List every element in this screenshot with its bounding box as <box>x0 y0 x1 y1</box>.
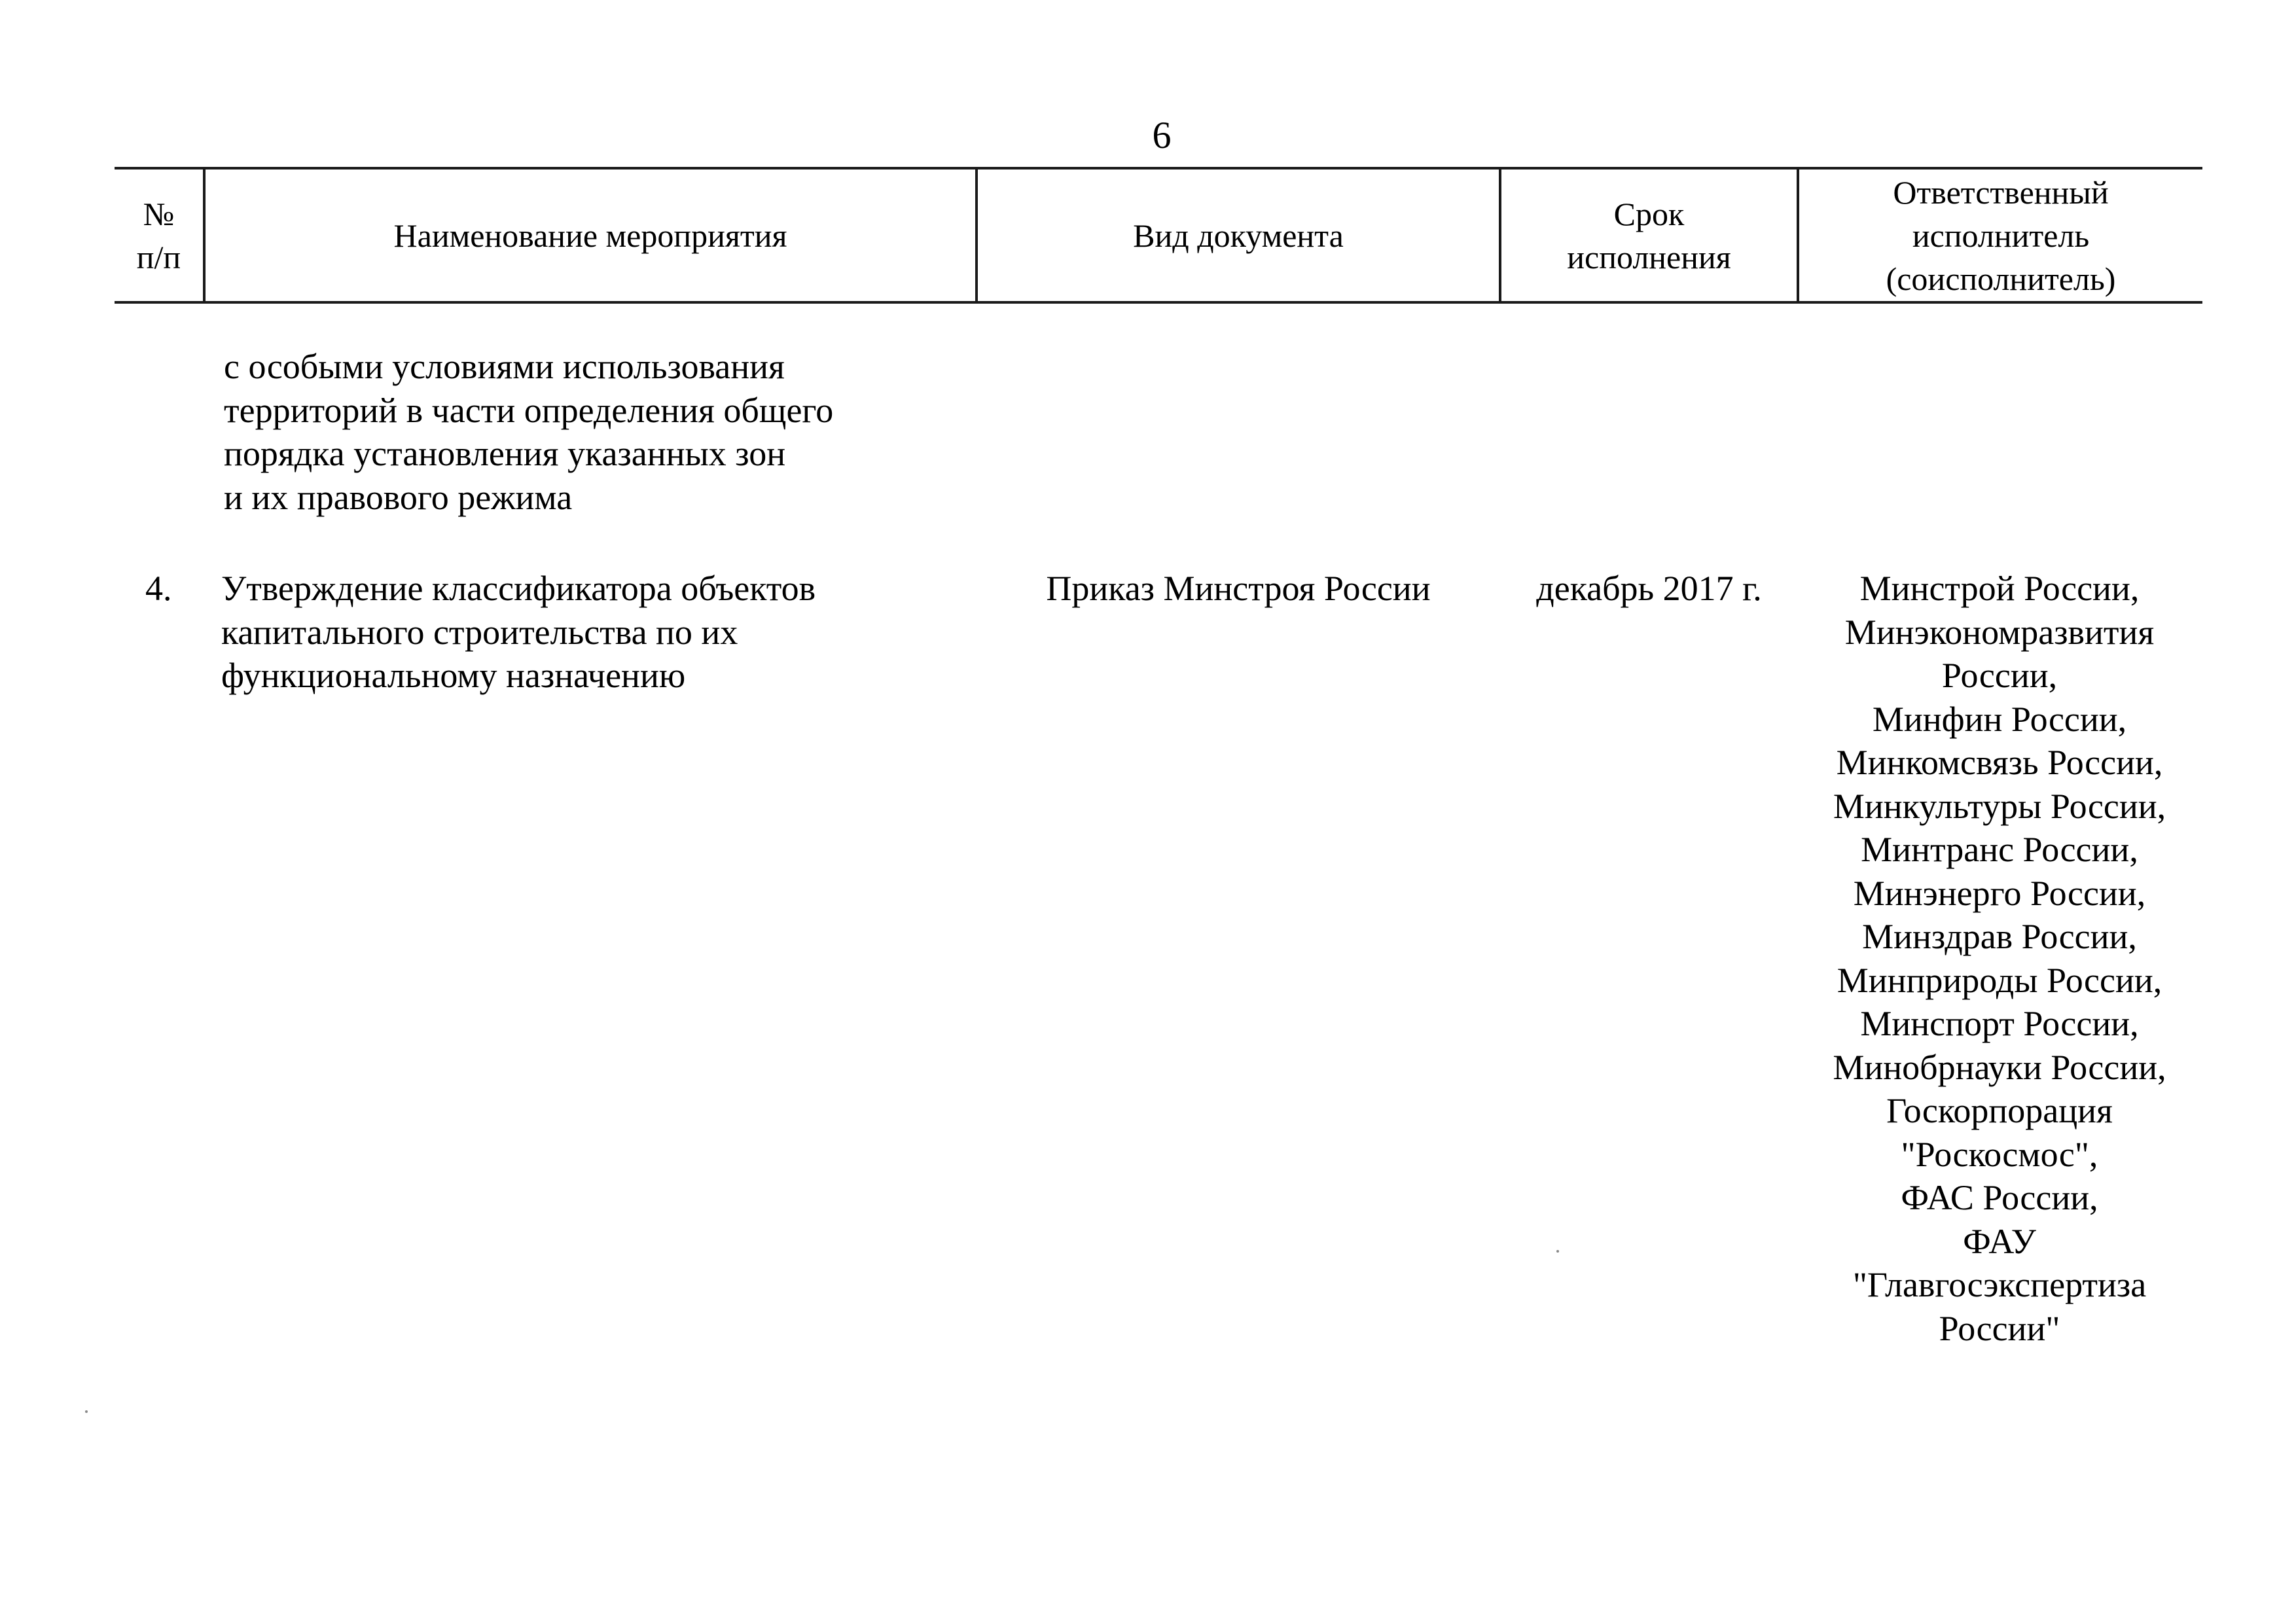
header-name: Наименование мероприятия <box>393 217 787 254</box>
row-doc-type: Приказ Минстроя России <box>1046 569 1431 608</box>
header-num: № п/п <box>136 195 181 276</box>
row-deadline: декабрь 2017 г. <box>1536 569 1762 608</box>
row-responsible: Минстрой России, Минэкономразвития России, Минфин России, Минкомсвязь России, Минкультуры России, Минтранс России, Минэнерго России, Минздрав России, Минприроды России, Минспорт России, Минобрнауки России, Госкорпорация "Роскосмос", ФАС России, ФАУ "Главгосэкспертиза России" <box>1833 569 2166 1348</box>
row-name: Утверждение классификатора объектов капитального строительства по их функциональному назначению <box>221 569 816 695</box>
scan-speck <box>85 1410 88 1413</box>
continuation-text: с особыми условиями использования территорий в части определения общего порядка установления указанных зон и их правового режима <box>224 347 834 517</box>
header-deadline: Срок исполнения <box>1567 195 1731 276</box>
header-responsible: Ответственный исполнитель (соисполнитель) <box>1886 173 2116 297</box>
header-bottom-border <box>115 301 2202 304</box>
header-doc-type: Вид документа <box>1133 217 1344 254</box>
row-number: 4. <box>145 569 172 608</box>
scan-speck <box>1556 1250 1559 1253</box>
page-number: 6 <box>1152 114 1172 156</box>
